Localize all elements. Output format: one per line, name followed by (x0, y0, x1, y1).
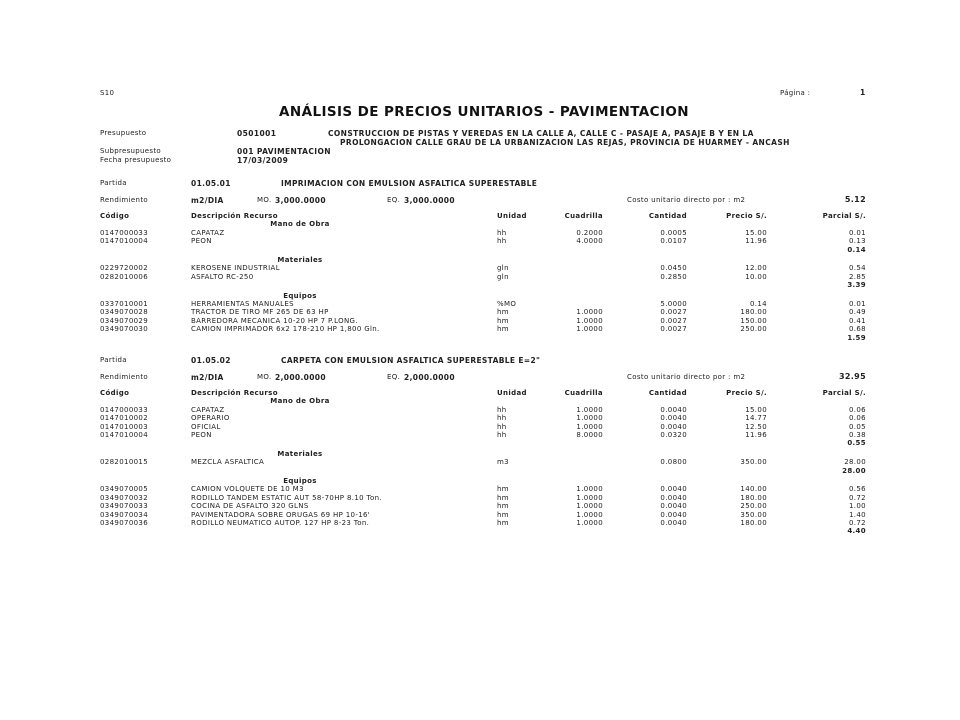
partida-name: IMPRIMACION CON EMULSION ASFALTICA SUPERESTABLE (281, 179, 538, 188)
subpresupuesto-label: Subpresupuesto (100, 147, 161, 155)
cell-parcial: 0.05 (849, 422, 866, 431)
group-subtotal: 1.59 (847, 333, 866, 342)
column-header-descripcion: Descripción Recurso (191, 212, 278, 220)
fecha-value: 17/03/2009 (237, 156, 289, 165)
cell-cantidad: 0.2850 (660, 272, 687, 281)
cell-unidad: hh (497, 431, 507, 439)
cell-descripcion: PAVIMENTADORA SOBRE ORUGAS 69 HP 10-16' (191, 510, 371, 519)
eq-value: 2,000.0000 (404, 373, 455, 382)
group-subtotal: 0.55 (847, 439, 866, 448)
cell-parcial: 0.01 (849, 228, 866, 237)
cell-precio: 12.50 (745, 422, 767, 431)
cell-descripcion: KEROSENE INDUSTRIAL (191, 264, 280, 273)
group-header: Materiales (277, 256, 323, 264)
cell-precio: 350.00 (740, 510, 767, 519)
partida-code: 01.05.02 (191, 356, 231, 365)
cell-codigo: 0147000033 (100, 228, 149, 237)
cell-precio: 180.00 (740, 308, 767, 317)
cell-descripcion: CAPATAZ (191, 228, 225, 237)
cell-codigo: 0147000033 (100, 405, 149, 414)
cell-cuadrilla: 1.0000 (576, 308, 603, 317)
cell-unidad: gln (497, 272, 509, 281)
rendimiento-label: Rendimiento (100, 196, 149, 204)
presupuesto-desc-line1: CONSTRUCCION DE PISTAS Y VEREDAS EN LA CALLE A, CALLE C - PASAJE A, PASAJE B Y EN LA (328, 129, 754, 138)
cell-precio: 140.00 (740, 485, 767, 494)
cell-cuadrilla: 4.0000 (576, 237, 603, 246)
cell-codigo: 0349070005 (100, 485, 149, 494)
cell-cuadrilla: 1.0000 (576, 325, 603, 334)
group-header: Equipos (283, 477, 317, 485)
fecha-label: Fecha presupuesto (100, 156, 172, 164)
cell-unidad: hh (497, 414, 507, 423)
cell-codigo: 0349070034 (100, 510, 149, 519)
cell-descripcion: RODILLO TANDEM ESTATIC AUT 58-70HP 8.10 Ton. (191, 493, 382, 502)
cell-parcial: 0.68 (849, 325, 866, 334)
cell-codigo: 0349070029 (100, 316, 149, 325)
cell-parcial: 0.06 (849, 414, 866, 423)
cell-codigo: 0147010004 (100, 431, 149, 439)
cell-descripcion: COCINA DE ASFALTO 320 GLNS (191, 502, 309, 511)
mo-label: MO. (257, 373, 272, 381)
cell-unidad: hh (497, 237, 507, 246)
cell-codigo: 0349070028 (100, 308, 149, 317)
costo-value: 32.95 (838, 372, 866, 381)
costo-value: 5.12 (844, 195, 866, 204)
partida-code: 01.05.01 (191, 179, 231, 188)
mo-value: 2,000.0000 (275, 373, 326, 382)
cell-codigo: 0147010003 (100, 422, 149, 431)
cell-cantidad: 0.0027 (660, 308, 687, 317)
cell-cuadrilla: 1.0000 (576, 316, 603, 325)
cell-descripcion: BARREDORA MECANICA 10-20 HP 7 P.LONG. (191, 316, 358, 325)
cell-cantidad: 0.0027 (660, 316, 687, 325)
cell-parcial: 0.01 (849, 300, 866, 308)
cell-precio: 0.14 (750, 300, 767, 308)
cell-cuadrilla: 1.0000 (576, 485, 603, 494)
cell-precio: 250.00 (740, 502, 767, 511)
cell-descripcion: PEON (191, 237, 212, 246)
cell-cantidad: 0.0450 (660, 264, 687, 273)
cell-unidad: %MO (497, 300, 517, 308)
cell-unidad: hh (497, 405, 507, 414)
document-title: ANÁLISIS DE PRECIOS UNITARIOS - PAVIMENTACION (279, 104, 689, 120)
group-header: Equipos (283, 291, 317, 300)
cell-precio: 15.00 (745, 405, 767, 414)
cell-precio: 11.96 (745, 237, 767, 246)
cell-unidad: hm (497, 325, 509, 334)
cell-codigo: 0349070032 (100, 493, 149, 502)
cell-precio: 12.00 (745, 264, 767, 273)
cell-parcial: 0.06 (849, 405, 866, 414)
cell-parcial: 1.00 (849, 502, 866, 511)
group-header: Mano de Obra (270, 220, 330, 229)
group-header: Materiales (277, 449, 323, 458)
cell-descripcion: RODILLO NEUMATICO AUTOP. 127 HP 8-23 Ton. (191, 519, 370, 527)
cell-cantidad: 0.0005 (660, 228, 687, 237)
cell-parcial: 1.40 (849, 510, 866, 519)
cell-cuadrilla: 1.0000 (576, 510, 603, 519)
column-header-parcial: Parcial S/. (822, 389, 866, 397)
cell-codigo: 0282010006 (100, 272, 149, 281)
cell-descripcion: CAPATAZ (191, 405, 225, 414)
cell-parcial: 0.38 (849, 431, 866, 439)
cell-cantidad: 0.0040 (660, 510, 687, 519)
cell-unidad: m3 (497, 458, 509, 467)
cell-cuadrilla: 8.0000 (576, 431, 603, 439)
cell-unidad: gln (497, 264, 509, 273)
column-header-codigo: Código (100, 389, 130, 397)
cell-cantidad: 0.0040 (660, 502, 687, 511)
column-header-cuadrilla: Cuadrilla (564, 389, 603, 397)
cell-descripcion: CAMION IMPRIMADOR 6x2 178-210 HP 1,800 Gln. (191, 325, 380, 334)
cell-cantidad: 0.0040 (660, 519, 687, 527)
cell-precio: 150.00 (740, 316, 767, 325)
cell-descripcion: ASFALTO RC-250 (191, 272, 254, 281)
cell-unidad: hm (497, 510, 509, 519)
cell-precio: 180.00 (740, 493, 767, 502)
rendimiento-unit: m2/DIA (191, 373, 224, 382)
column-header-cuadrilla: Cuadrilla (564, 212, 603, 220)
cell-unidad: hh (497, 228, 507, 237)
cell-parcial: 0.54 (849, 264, 866, 273)
cell-descripcion: CAMION VOLQUETE DE 10 M3 (191, 485, 304, 494)
partida-label: Partida (100, 179, 127, 187)
eq-label: EQ. (387, 196, 401, 204)
presupuesto-desc-line2: PROLONGACION CALLE GRAU DE LA URBANIZACION LAS REJAS, PROVINCIA DE HUARMEY - ANCASH (340, 138, 790, 147)
cell-cuadrilla: 1.0000 (576, 405, 603, 414)
presupuesto-code: 0501001 (237, 129, 277, 138)
rendimiento-unit: m2/DIA (191, 196, 224, 205)
group-header: Mano de Obra (270, 397, 330, 406)
cell-cantidad: 0.0040 (660, 414, 687, 423)
rendimiento-label: Rendimiento (100, 373, 149, 381)
column-header-descripcion: Descripción Recurso (191, 389, 278, 397)
cell-codigo: 0337010001 (100, 300, 149, 308)
group-subtotal: 4.40 (847, 527, 866, 536)
cell-cuadrilla: 1.0000 (576, 414, 603, 423)
column-header-unidad: Unidad (497, 389, 527, 397)
costo-label: Costo unitario directo por : m2 (627, 196, 746, 204)
presupuesto-label: Presupuesto (100, 129, 147, 137)
group-subtotal: 28.00 (842, 466, 866, 475)
cell-descripcion: OFICIAL (191, 422, 221, 431)
cell-parcial: 2.85 (849, 272, 866, 281)
cell-cantidad: 0.0040 (660, 485, 687, 494)
column-header-codigo: Código (100, 212, 130, 220)
cell-parcial: 0.72 (849, 519, 866, 527)
cell-cantidad: 0.0800 (660, 458, 687, 467)
partida-name: CARPETA CON EMULSION ASFALTICA SUPERESTABLE E=2" (281, 356, 541, 365)
cell-unidad: hm (497, 493, 509, 502)
cell-codigo: 0349070033 (100, 502, 149, 511)
cell-unidad: hh (497, 422, 507, 431)
cell-unidad: hm (497, 519, 509, 527)
cell-codigo: 0229720002 (100, 264, 149, 273)
cell-precio: 14.77 (745, 414, 767, 423)
cell-parcial: 28.00 (844, 458, 866, 467)
partida-label: Partida (100, 356, 127, 364)
cell-precio: 10.00 (745, 272, 767, 281)
cell-cantidad: 0.0320 (660, 431, 687, 439)
cell-cantidad: 0.0107 (660, 237, 687, 246)
cell-codigo: 0147010004 (100, 237, 149, 246)
cell-cantidad: 0.0040 (660, 493, 687, 502)
cell-cuadrilla: 1.0000 (576, 519, 603, 527)
cell-cantidad: 0.0040 (660, 422, 687, 431)
cell-unidad: hm (497, 308, 509, 317)
column-header-cantidad: Cantidad (648, 389, 687, 397)
cell-cuadrilla: 1.0000 (576, 422, 603, 431)
mo-label: MO. (257, 196, 272, 204)
cell-descripcion: HERRAMIENTAS MANUALES (191, 300, 294, 308)
cell-precio: 250.00 (740, 325, 767, 334)
cell-parcial: 0.49 (849, 308, 866, 317)
cell-cantidad: 0.0040 (660, 405, 687, 414)
cell-codigo: 0147010002 (100, 414, 149, 423)
mo-value: 3,000.0000 (275, 196, 326, 205)
cell-descripcion: OPERARIO (191, 414, 230, 423)
cell-parcial: 0.56 (849, 485, 866, 494)
cell-codigo: 0349070036 (100, 519, 149, 527)
cell-parcial: 0.41 (849, 316, 866, 325)
cell-cuadrilla: 1.0000 (576, 502, 603, 511)
column-header-precio: Precio S/. (726, 212, 767, 220)
column-header-parcial: Parcial S/. (822, 212, 866, 220)
cell-parcial: 0.72 (849, 493, 866, 502)
column-header-cantidad: Cantidad (648, 212, 687, 220)
column-header-precio: Precio S/. (726, 389, 767, 397)
cell-precio: 180.00 (740, 519, 767, 527)
cell-unidad: hm (497, 316, 509, 325)
group-subtotal: 0.14 (847, 245, 866, 254)
cell-descripcion: TRACTOR DE TIRO MF 265 DE 63 HP (191, 308, 329, 317)
costo-label: Costo unitario directo por : m2 (627, 373, 746, 381)
eq-label: EQ. (387, 373, 401, 381)
page-number: 1 (860, 88, 866, 97)
cell-precio: 350.00 (740, 458, 767, 467)
cell-precio: 15.00 (745, 228, 767, 237)
cell-cantidad: 5.0000 (660, 300, 687, 308)
cell-cantidad: 0.0027 (660, 325, 687, 334)
eq-value: 3,000.0000 (404, 196, 455, 205)
column-header-unidad: Unidad (497, 212, 527, 220)
cell-codigo: 0349070030 (100, 325, 149, 334)
cell-descripcion: PEON (191, 431, 212, 439)
group-subtotal: 3.39 (847, 281, 866, 290)
cell-parcial: 0.13 (849, 237, 866, 246)
cell-unidad: hm (497, 485, 509, 494)
cell-cuadrilla: 0.2000 (576, 228, 603, 237)
cell-cuadrilla: 1.0000 (576, 493, 603, 502)
cell-descripcion: MEZCLA ASFALTICA (191, 458, 265, 467)
subpresupuesto-value: 001 PAVIMENTACION (237, 147, 331, 156)
page-label: Página : (780, 89, 811, 97)
cell-unidad: hm (497, 502, 509, 511)
report-code: S10 (100, 89, 115, 97)
cell-precio: 11.96 (745, 431, 767, 439)
cell-codigo: 0282010015 (100, 458, 149, 467)
